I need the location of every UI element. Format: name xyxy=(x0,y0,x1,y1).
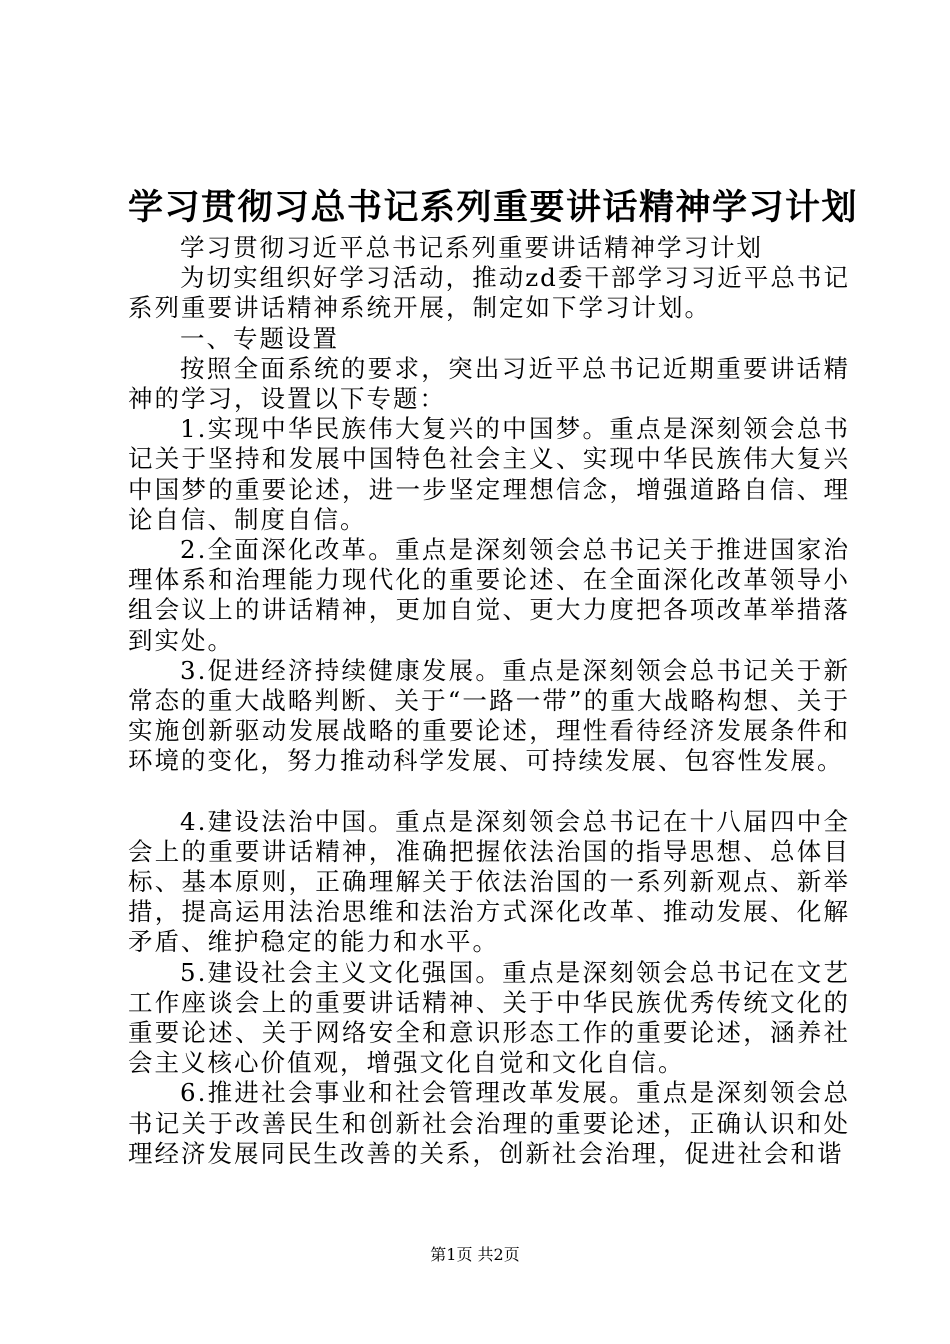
topic-item-1: 1.实现中华民族伟大复兴的中国梦。重点是深刻领会总书记关于坚持和发展中国特色社会主义、实现中华民族伟大复兴中国梦的重要论述，进一步坚定理想信念，增强道路自信、理论自信、制度自信。 xyxy=(128,414,850,534)
document-body xyxy=(128,233,850,1169)
topic-item-6: 6.推进社会事业和社会管理改革发展。重点是深刻领会总书记关于改善民生和创新社会治理的重要论述，正确认识和处理经济发展同民生改善的关系，创新社会治理，促进社会和谐 xyxy=(128,1078,850,1168)
paragraph-intro: 为切实组织好学习活动，推动zd委干部学习习近平总书记系列重要讲话精神系统开展，制定如下学习计划。 xyxy=(128,263,850,323)
document-title: 学习贯彻习总书记系列重要讲话精神学习计划 xyxy=(128,188,859,228)
topic-item-3: 3.促进经济持续健康发展。重点是深刻领会总书记关于新常态的重大战略判断、关于“一路一带”的重大战略构想、关于实施创新驱动发展战略的重要论述，理性看待经济发展条件和环境的变化，努力推动科学发展、可持续发展、包容性发展。 xyxy=(128,655,850,776)
page-footer: 第1页 共2页 xyxy=(430,1245,520,1264)
topic-item-4: 4.建设法治中国。重点是深刻领会总书记在十八届四中全会上的重要讲话精神，准确把握依法治国的指导思想、总体目标、基本原则，正确理解关于依法治国的一系列新观点、新举措，提高运用法治思维和法治方式深化改革、推动发展、化解矛盾、维护稳定的能力和水平。 xyxy=(128,806,850,957)
paragraph-requirement: 按照全面系统的要求，突出习近平总书记近期重要讲话精神的学习，设置以下专题： xyxy=(128,353,850,414)
topic-item-2: 2.全面深化改革。重点是深刻领会总书记关于推进国家治理体系和治理能力现代化的重要论述、在全面深化改革领导小组会议上的讲话精神，更加自觉、更大力度把各项改革举措落到实处。 xyxy=(128,535,850,655)
paragraph-subtitle: 学习贯彻习近平总书记系列重要讲话精神学习计划 xyxy=(180,233,763,262)
topic-item-5: 5.建设社会主义文化强国。重点是深刻领会总书记在文艺工作座谈会上的重要讲话精神、关于中华民族优秀传统文化的重要论述、关于网络安全和意识形态工作的重要论述，涵养社会主义核心价值观，增强文化自觉和文化自信。 xyxy=(128,957,850,1078)
section-heading: 一、专题设置 xyxy=(180,323,339,353)
